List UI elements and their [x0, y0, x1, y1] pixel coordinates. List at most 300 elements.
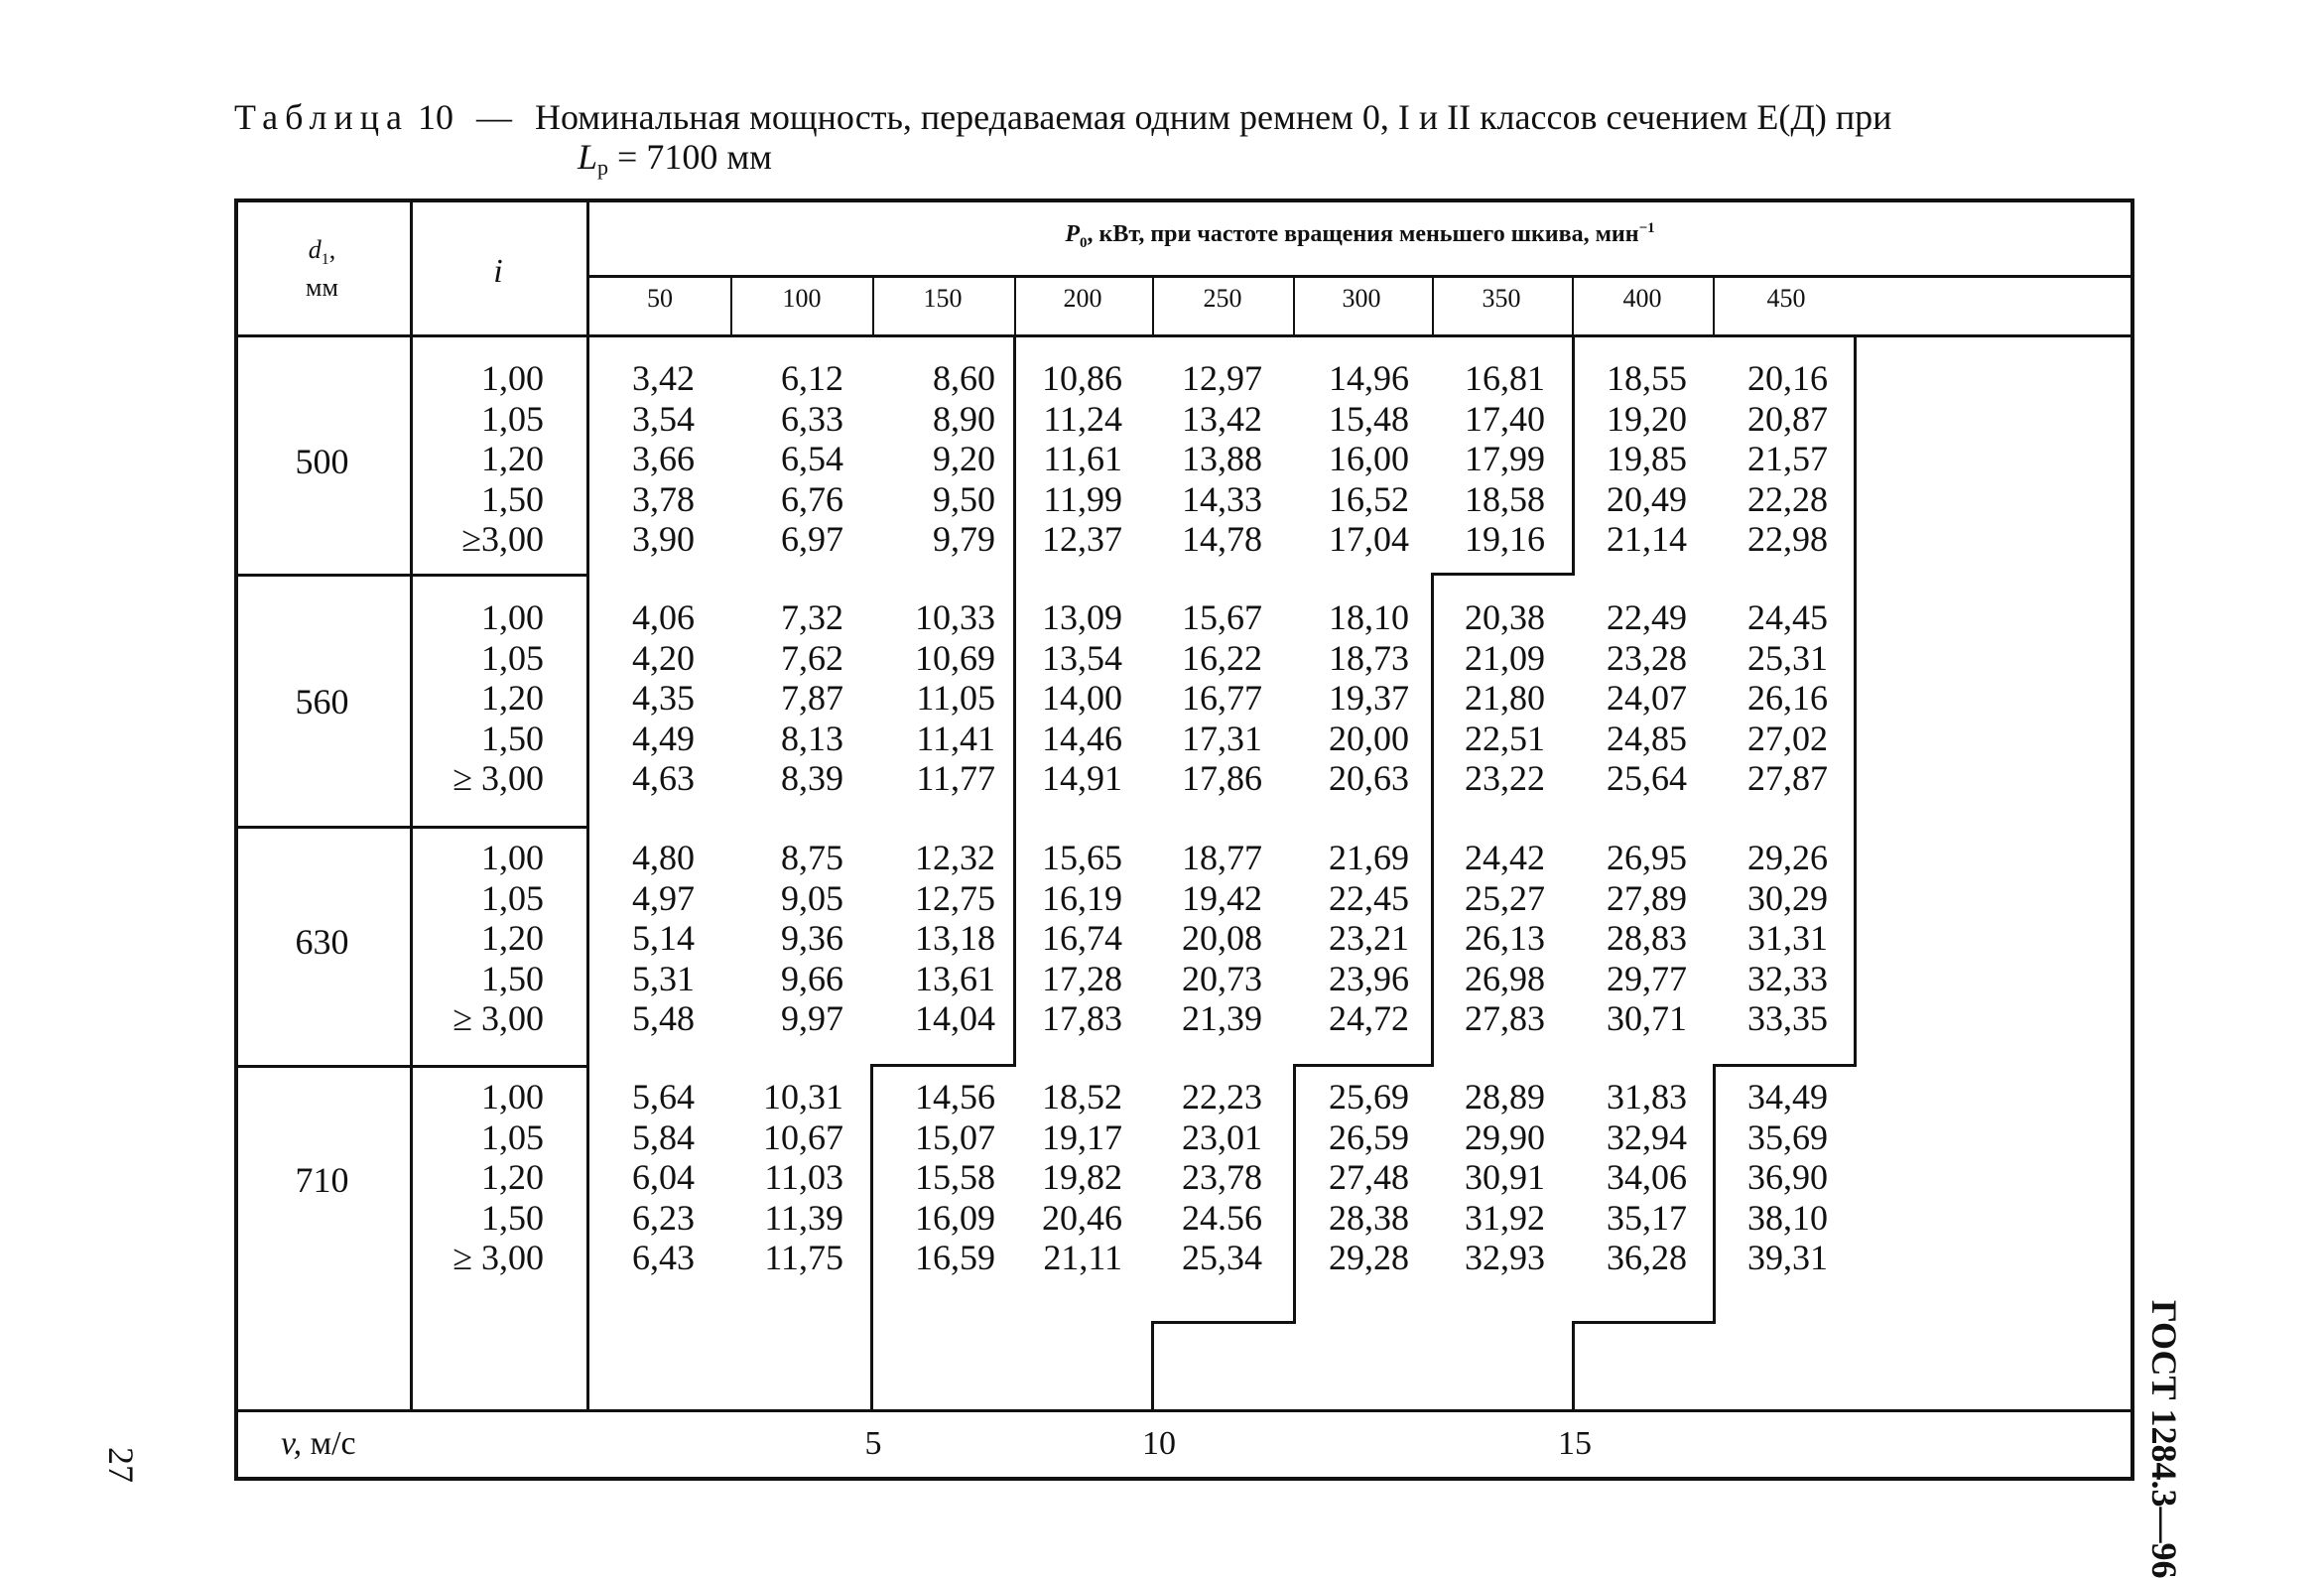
power-value: 23,21 [1329, 918, 1409, 958]
caption-label: Таблица [234, 97, 409, 137]
d1-value: 560 [295, 682, 349, 722]
speed-header-450: 450 [1766, 284, 1806, 313]
power-value: 16,00 [1329, 439, 1409, 478]
power-value: 21,14 [1607, 519, 1687, 559]
power-value: 30,71 [1607, 998, 1687, 1038]
group-separator [234, 574, 588, 577]
power-value: 13,61 [915, 958, 995, 998]
i-value: 1,20 [481, 1157, 544, 1197]
power-value: 13,09 [1042, 597, 1122, 637]
power-value: 20,63 [1329, 758, 1409, 798]
speed-header-250: 250 [1203, 284, 1242, 313]
power-value: 23,78 [1182, 1157, 1262, 1197]
power-value: 4,35 [632, 678, 695, 718]
stair-line [1713, 1064, 1716, 1322]
power-column [1300, 358, 1409, 560]
power-value: 11,03 [764, 1157, 843, 1197]
power-value: 14,46 [1042, 718, 1122, 758]
stair-line [870, 1064, 873, 1412]
power-value: 25,31 [1747, 637, 1828, 678]
power-value: 36,28 [1607, 1238, 1687, 1277]
velocity-symbol: v, [281, 1425, 303, 1462]
power-value: 22,45 [1329, 877, 1409, 918]
power-value: 13,42 [1182, 398, 1262, 439]
i-value: ≥ 3,00 [452, 758, 544, 798]
power-value: 31,83 [1607, 1077, 1687, 1117]
i-value: 1,50 [481, 478, 544, 519]
velocity-mark: 10 [1142, 1425, 1176, 1462]
power-value: 22,98 [1747, 519, 1828, 559]
p0-header-rule [586, 275, 2130, 278]
power-value: 10,31 [763, 1077, 843, 1117]
power-column [585, 597, 695, 799]
power-value: 5,64 [632, 1077, 695, 1117]
power-value: 29,90 [1465, 1117, 1545, 1157]
power-value: 27,87 [1747, 758, 1828, 798]
power-value: 6,12 [781, 358, 843, 398]
power-value: 11,61 [1043, 439, 1122, 478]
power-value: 4,20 [632, 637, 695, 678]
i-value: 1,50 [481, 718, 544, 758]
power-value: 27,02 [1747, 718, 1828, 758]
power-value: 9,20 [933, 439, 995, 478]
power-value: 26,98 [1465, 958, 1545, 998]
power-value: 6,43 [632, 1238, 695, 1277]
power-value: 23,96 [1329, 958, 1409, 998]
power-value: 34,49 [1747, 1077, 1828, 1117]
power-column [1436, 838, 1545, 1039]
power-value: 11,77 [916, 758, 995, 798]
power-value: 29,77 [1607, 958, 1687, 998]
power-value: 30,29 [1747, 877, 1828, 918]
power-value: 18,10 [1329, 597, 1409, 637]
power-value: 34,06 [1607, 1157, 1687, 1197]
power-value: 25,64 [1607, 758, 1687, 798]
stair-line [1572, 335, 1575, 574]
power-value: 9,97 [781, 998, 843, 1038]
power-value: 11,39 [764, 1197, 843, 1238]
power-value: 20,46 [1042, 1197, 1122, 1238]
power-value: 6,23 [632, 1197, 695, 1238]
power-value: 3,42 [632, 358, 695, 398]
i-values [410, 838, 544, 1039]
i-value: 1,00 [481, 597, 544, 637]
power-value: 17,83 [1042, 998, 1122, 1038]
power-value: 33,35 [1747, 998, 1828, 1038]
power-value: 31,31 [1747, 918, 1828, 958]
power-value: 16,09 [915, 1197, 995, 1238]
power-value: 19,37 [1329, 678, 1409, 718]
power-value: 19,82 [1042, 1157, 1122, 1197]
power-column [1013, 838, 1122, 1039]
power-value: 11,41 [916, 718, 995, 758]
power-value: 14,56 [915, 1077, 995, 1117]
power-value: 19,20 [1607, 398, 1687, 439]
power-value: 3,54 [632, 398, 695, 439]
power-value: 17,04 [1329, 519, 1409, 559]
power-column [1013, 597, 1122, 799]
i-symbol: i [493, 253, 503, 290]
power-value: 9,79 [933, 519, 995, 559]
lp-value: = 7100 мм [617, 137, 772, 177]
stair-line [1151, 1321, 1154, 1412]
power-value: 29,26 [1747, 838, 1828, 877]
power-value: 8,13 [781, 718, 843, 758]
power-value: 22,49 [1607, 597, 1687, 637]
power-value: 30,91 [1465, 1157, 1545, 1197]
power-column [1153, 838, 1262, 1039]
caption-text: Номинальная мощность, передаваемая одним ремнем 0, I и II классов сечением Е(Д) при [534, 97, 1892, 137]
speed-header-200: 200 [1063, 284, 1102, 313]
power-value: 14,04 [915, 998, 995, 1038]
power-value: 14,96 [1329, 358, 1409, 398]
i-value: 1,05 [481, 637, 544, 678]
speed-header-separator [1014, 275, 1016, 335]
power-value: 18,58 [1465, 478, 1545, 519]
power-value: 16,22 [1182, 637, 1262, 678]
speed-header-separator [1152, 275, 1154, 335]
power-value: 17,28 [1042, 958, 1122, 998]
power-value: 32,93 [1465, 1238, 1545, 1277]
power-value: 24,07 [1607, 678, 1687, 718]
power-value: 35,69 [1747, 1117, 1828, 1157]
power-column [1153, 358, 1262, 560]
power-value: 6,97 [781, 519, 843, 559]
speed-header-separator [1432, 275, 1434, 335]
power-value: 24,45 [1747, 597, 1828, 637]
power-value: 16,74 [1042, 918, 1122, 958]
i-value: 1,05 [481, 1117, 544, 1157]
power-value: 7,62 [781, 637, 843, 678]
power-value: 9,36 [781, 918, 843, 958]
power-value: 10,69 [915, 637, 995, 678]
velocity-label [281, 1425, 356, 1463]
power-value: 8,60 [933, 358, 995, 398]
power-value: 6,76 [781, 478, 843, 519]
power-column [1719, 597, 1828, 799]
d1-value: 710 [295, 1160, 349, 1200]
power-value: 6,33 [781, 398, 843, 439]
power-value: 7,87 [781, 678, 843, 718]
group-separator [234, 826, 588, 829]
power-value: 9,05 [781, 877, 843, 918]
power-value: 24,42 [1465, 838, 1545, 877]
power-column [1013, 358, 1122, 560]
power-value: 17,40 [1465, 398, 1545, 439]
power-value: 25,34 [1182, 1238, 1262, 1277]
i-value: 1,00 [481, 838, 544, 877]
power-value: 28,89 [1465, 1077, 1545, 1117]
power-value: 4,49 [632, 718, 695, 758]
stair-line [1713, 1064, 1857, 1067]
power-value: 25,69 [1329, 1077, 1409, 1117]
d1-symbol: d [308, 235, 322, 264]
power-column [734, 1077, 843, 1278]
header-bottom-border [234, 334, 2134, 337]
power-column [1578, 358, 1687, 560]
power-value: 21,39 [1182, 998, 1262, 1038]
power-value: 39,31 [1747, 1238, 1828, 1277]
power-value: 15,65 [1042, 838, 1122, 877]
power-value: 10,67 [763, 1117, 843, 1157]
i-value: 1,05 [481, 877, 544, 918]
power-column [1719, 1077, 1828, 1278]
power-value: 29,28 [1329, 1238, 1409, 1277]
body-bottom-border [234, 1409, 2134, 1412]
p0-header [589, 220, 2130, 252]
gost-side-label: ГОСТ 1284.3—96 [2144, 1300, 2184, 1578]
power-value: 27,83 [1465, 998, 1545, 1038]
power-value: 17,86 [1182, 758, 1262, 798]
p0-text: , кВт, при частоте вращения меньшего шкива, мин [1087, 221, 1639, 247]
power-column [886, 1077, 995, 1278]
d1-subscript: 1 [321, 251, 329, 268]
power-value: 21,57 [1747, 439, 1828, 478]
i-value: 1,50 [481, 958, 544, 998]
power-value: 18,73 [1329, 637, 1409, 678]
power-value: 32,33 [1747, 958, 1828, 998]
power-column [585, 358, 695, 560]
speed-header-separator [730, 275, 732, 335]
power-value: 20,08 [1182, 918, 1262, 958]
power-value: 36,90 [1747, 1157, 1828, 1197]
caption-number: 10 [417, 97, 453, 137]
stair-line [1572, 1321, 1716, 1324]
power-value: 13,18 [915, 918, 995, 958]
power-value: 14,78 [1182, 519, 1262, 559]
stair-line [1854, 335, 1857, 1066]
power-value: 13,54 [1042, 637, 1122, 678]
p0-superscript: −1 [1638, 220, 1655, 236]
power-value: 24.56 [1182, 1197, 1262, 1238]
power-column [734, 838, 843, 1039]
power-value: 19,17 [1042, 1117, 1122, 1157]
page-number: 27 [101, 1447, 141, 1483]
d1-value: 500 [295, 442, 349, 481]
power-value: 4,06 [632, 597, 695, 637]
stair-line [1572, 1321, 1575, 1412]
power-value: 21,69 [1329, 838, 1409, 877]
speed-header-350: 350 [1482, 284, 1521, 313]
power-value: 12,32 [915, 838, 995, 877]
power-value: 3,78 [632, 478, 695, 519]
table-caption [234, 97, 1891, 137]
velocity-mark: 5 [864, 1425, 882, 1462]
power-column [1436, 597, 1545, 799]
power-value: 3,90 [632, 519, 695, 559]
power-value: 28,83 [1607, 918, 1687, 958]
power-value: 9,66 [781, 958, 843, 998]
power-value: 19,16 [1465, 519, 1545, 559]
power-value: 22,51 [1465, 718, 1545, 758]
power-column [1578, 597, 1687, 799]
i-value: 1,50 [481, 1197, 544, 1238]
power-column [1013, 1077, 1122, 1278]
power-value: 14,91 [1042, 758, 1122, 798]
power-column [585, 1077, 695, 1278]
table-top-border [234, 198, 2134, 202]
stair-line [1293, 1064, 1434, 1067]
i-value: 1,20 [481, 918, 544, 958]
power-column [734, 358, 843, 560]
power-column [886, 358, 995, 560]
caption-dash: — [475, 97, 512, 137]
power-column [1300, 597, 1409, 799]
stair-line [1431, 573, 1434, 1065]
speed-header-separator [1713, 275, 1715, 335]
power-value: 20,49 [1607, 478, 1687, 519]
power-value: 38,10 [1747, 1197, 1828, 1238]
power-value: 5,48 [632, 998, 695, 1038]
power-value: 27,48 [1329, 1157, 1409, 1197]
power-value: 3,66 [632, 439, 695, 478]
power-value: 22,23 [1182, 1077, 1262, 1117]
power-value: 23,28 [1607, 637, 1687, 678]
power-value: 8,39 [781, 758, 843, 798]
power-value: 16,59 [915, 1238, 995, 1277]
power-column [1153, 597, 1262, 799]
power-value: 6,04 [632, 1157, 695, 1197]
power-value: 7,32 [781, 597, 843, 637]
power-value: 19,85 [1607, 439, 1687, 478]
i-header [410, 253, 586, 291]
i-value: ≥ 3,00 [452, 1238, 544, 1277]
power-column [1578, 838, 1687, 1039]
power-value: 25,27 [1465, 877, 1545, 918]
power-value: 11,75 [764, 1238, 843, 1277]
speed-header-400: 400 [1622, 284, 1662, 313]
speed-header-separator [1293, 275, 1295, 335]
speed-header-separator [1572, 275, 1574, 335]
power-value: 26,13 [1465, 918, 1545, 958]
power-value: 20,16 [1747, 358, 1828, 398]
caption-lp-line [578, 137, 772, 188]
power-value: 10,86 [1042, 358, 1122, 398]
power-value: 31,92 [1465, 1197, 1545, 1238]
i-values [410, 358, 544, 560]
power-value: 26,95 [1607, 838, 1687, 877]
power-column [585, 838, 695, 1039]
power-value: 14,33 [1182, 478, 1262, 519]
power-column [1436, 1077, 1545, 1278]
power-column [1719, 838, 1828, 1039]
i-value: ≥ 3,00 [452, 998, 544, 1038]
power-value: 18,52 [1042, 1077, 1122, 1117]
power-value: 26,59 [1329, 1117, 1409, 1157]
power-value: 8,75 [781, 838, 843, 877]
power-value: 8,90 [933, 398, 995, 439]
power-value: 12,37 [1042, 519, 1122, 559]
power-value: 27,89 [1607, 877, 1687, 918]
i-value: ≥3,00 [461, 519, 544, 559]
power-value: 21,11 [1043, 1238, 1122, 1277]
d1-value: 630 [295, 922, 349, 962]
power-column [886, 597, 995, 799]
power-value: 4,63 [632, 758, 695, 798]
i-value: 1,05 [481, 398, 544, 439]
power-value: 5,14 [632, 918, 695, 958]
power-value: 21,09 [1465, 637, 1545, 678]
d1-suffix: , [328, 235, 336, 264]
d1-unit: мм [306, 273, 338, 302]
power-value: 23,22 [1465, 758, 1545, 798]
power-value: 26,16 [1747, 678, 1828, 718]
power-value: 20,38 [1465, 597, 1545, 637]
table-right-border [2130, 198, 2134, 1481]
power-value: 20,00 [1329, 718, 1409, 758]
i-value: 1,00 [481, 358, 544, 398]
power-column [1719, 358, 1828, 560]
power-value: 16,52 [1329, 478, 1409, 519]
power-value: 4,97 [632, 877, 695, 918]
power-value: 5,31 [632, 958, 695, 998]
power-value: 21,80 [1465, 678, 1545, 718]
power-value: 9,50 [933, 478, 995, 519]
speed-header-50: 50 [647, 284, 673, 313]
power-value: 18,77 [1182, 838, 1262, 877]
power-value: 24,85 [1607, 718, 1687, 758]
power-column [734, 597, 843, 799]
power-value: 15,67 [1182, 597, 1262, 637]
power-column [1300, 838, 1409, 1039]
power-value: 4,80 [632, 838, 695, 877]
power-column [1300, 1077, 1409, 1278]
velocity-unit: м/с [310, 1425, 356, 1462]
power-value: 17,31 [1182, 718, 1262, 758]
speed-header-150: 150 [923, 284, 963, 313]
power-value: 20,73 [1182, 958, 1262, 998]
table-left-border [234, 198, 238, 1481]
power-column [886, 838, 995, 1039]
power-value: 16,77 [1182, 678, 1262, 718]
power-value: 15,58 [915, 1157, 995, 1197]
power-column [1153, 1077, 1262, 1278]
stair-line [870, 1064, 1016, 1067]
power-value: 12,97 [1182, 358, 1262, 398]
i-value: 1,20 [481, 439, 544, 478]
power-value: 12,75 [915, 877, 995, 918]
power-value: 15,48 [1329, 398, 1409, 439]
d1-header [234, 236, 410, 302]
power-value: 18,55 [1607, 358, 1687, 398]
power-value: 16,81 [1465, 358, 1545, 398]
speed-header-100: 100 [782, 284, 822, 313]
speed-header-separator [872, 275, 874, 335]
power-value: 16,19 [1042, 877, 1122, 918]
p0-subscript: 0 [1080, 235, 1088, 251]
power-value: 20,87 [1747, 398, 1828, 439]
power-value: 23,01 [1182, 1117, 1262, 1157]
power-value: 19,42 [1182, 877, 1262, 918]
i-values [410, 1077, 544, 1278]
i-values [410, 597, 544, 799]
power-value: 28,38 [1329, 1197, 1409, 1238]
lp-symbol: L [578, 137, 598, 177]
p0-symbol: P [1065, 221, 1080, 247]
speed-header-300: 300 [1342, 284, 1381, 313]
stair-line [1293, 1064, 1296, 1322]
power-value: 11,99 [1043, 478, 1122, 519]
stair-line [1431, 573, 1575, 576]
stair-line [1151, 1321, 1296, 1324]
power-value: 11,05 [916, 678, 995, 718]
power-value: 22,28 [1747, 478, 1828, 519]
table-bottom-border [234, 1477, 2134, 1481]
power-value: 24,72 [1329, 998, 1409, 1038]
power-value: 35,17 [1607, 1197, 1687, 1238]
power-value: 10,33 [915, 597, 995, 637]
power-value: 5,84 [632, 1117, 695, 1157]
